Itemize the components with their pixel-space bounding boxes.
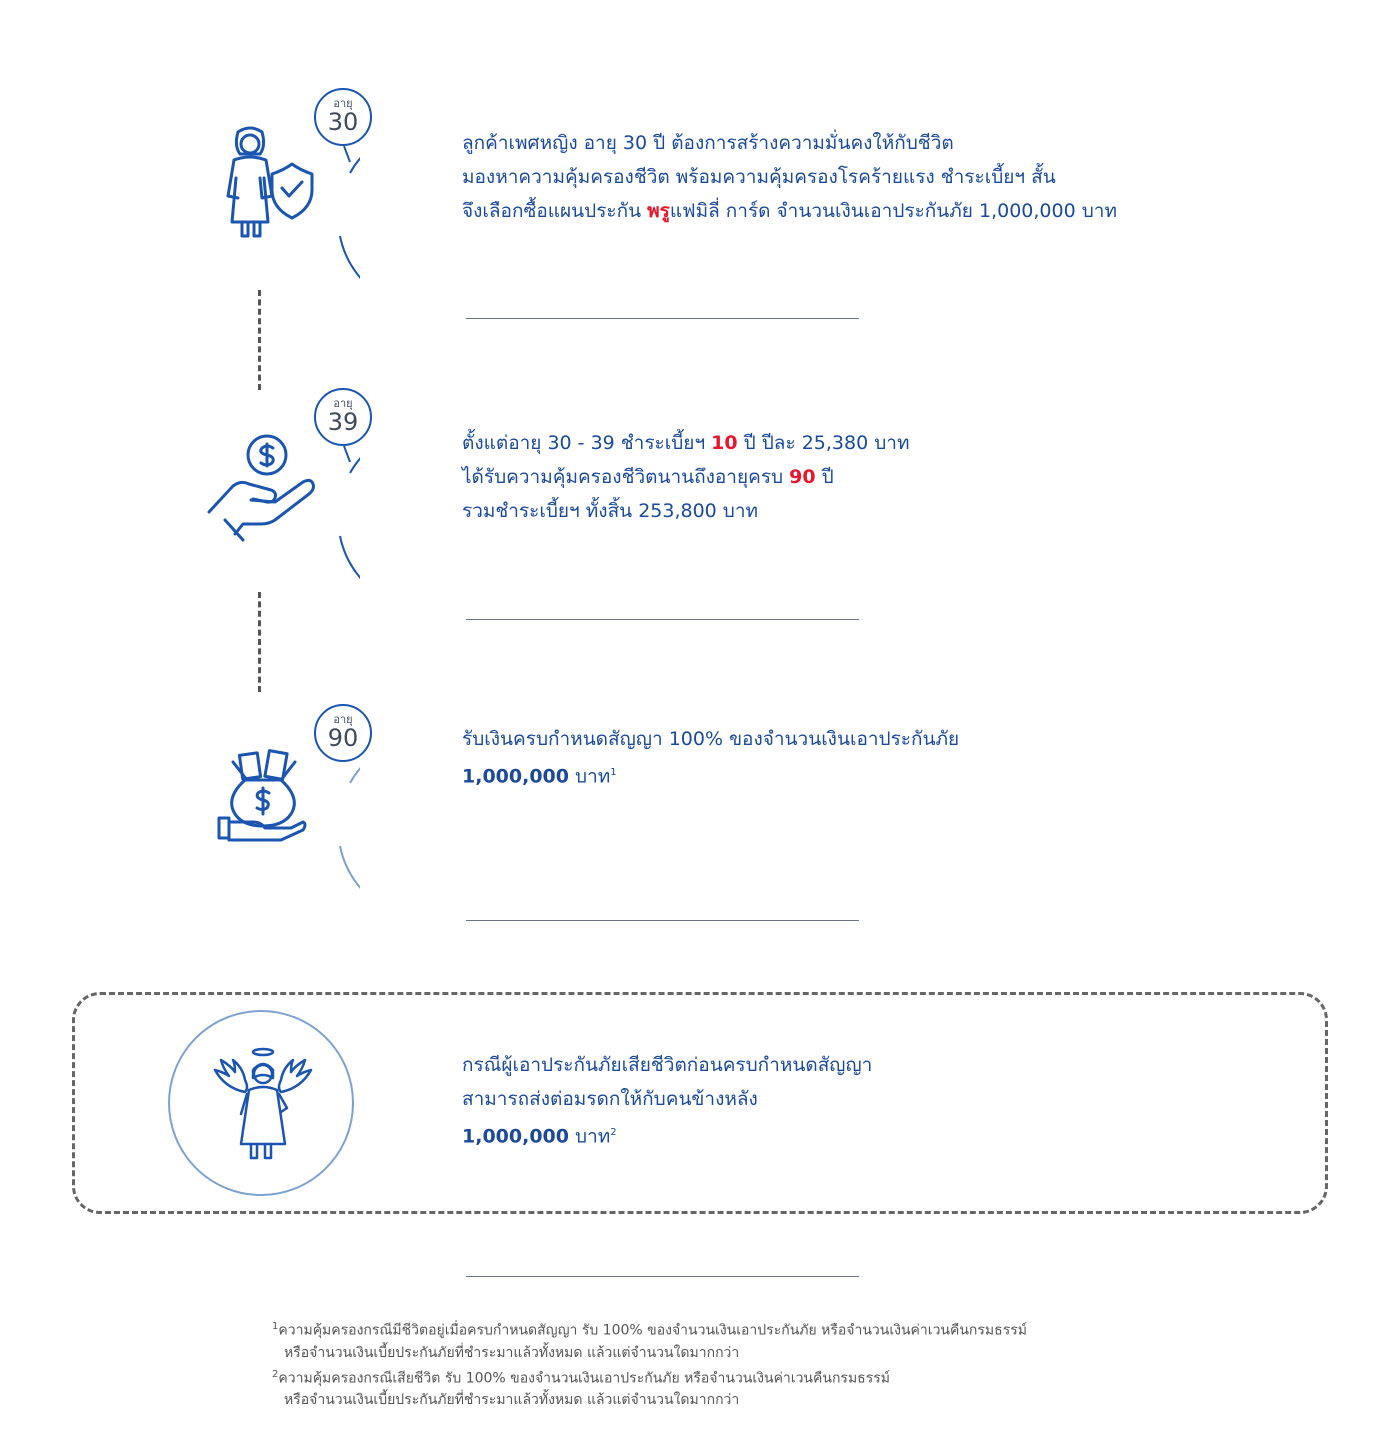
age-badge-label: อายุ	[333, 97, 353, 110]
step2-line3: รวมชำระเบี้ยฯ ทั้งสิ้น 253,800 บาท	[462, 500, 759, 522]
step3-text	[462, 722, 959, 793]
timeline-connector-2	[258, 592, 261, 692]
step2-line1-prefix: ตั้งแต่อายุ 30 - 39 ชำระเบี้ยฯ	[462, 432, 712, 454]
step2-text	[462, 426, 909, 528]
step1-line1: ลูกค้าเพศหญิง อายุ 30 ปี ต้องการสร้างความมั่นคงให้กับชีวิต	[462, 132, 954, 154]
step1-line3	[462, 194, 1117, 228]
divider-3	[466, 920, 859, 921]
footnote-2-line1	[272, 1364, 1027, 1390]
age-badge-label: อายุ	[333, 713, 353, 726]
footnote-1-text: ความคุ้มครองกรณีมีชีวิตอยู่เมื่อครบกำหนดสัญญา รับ 100% ของจำนวนเงินเอาประกันภัย หรือจำนวนเงินค่าเวนคืนกรมธรรม์	[278, 1322, 1027, 1339]
maturity-unit: บาท	[568, 765, 611, 788]
footnote-2-line2: หรือจำนวนเงินเบี้ยประกันภัยที่ชำระมาแล้วทั้งหมด แล้วแต่จำนวนใดมากกว่า	[284, 1392, 740, 1409]
age-badge-value: 39	[327, 408, 359, 436]
pay-years: 10	[711, 432, 738, 454]
hand-coin-icon	[205, 430, 320, 545]
death-unit: บาท	[568, 1125, 611, 1148]
footnote-1-line1	[272, 1316, 1027, 1342]
maturity-amount: 1,000,000	[462, 765, 569, 788]
death-case-line3	[462, 1116, 872, 1153]
footnote-2-mark: 2	[272, 1368, 279, 1380]
angel-icon	[203, 1044, 323, 1164]
death-case-line2: สามารถส่งต่อมรดกให้กับคนข้างหลัง	[462, 1088, 758, 1110]
age-badge-39	[314, 388, 372, 446]
timeline-connector-1	[258, 290, 261, 390]
divider-2	[466, 619, 859, 620]
step2-line2-suffix: ปี	[815, 466, 834, 488]
age-badge-value: 90	[327, 724, 359, 752]
age-badge-90	[314, 704, 372, 762]
age-badge-label: อายุ	[333, 397, 353, 410]
death-amount: 1,000,000	[462, 1125, 569, 1148]
footnote-ref-1: 1	[610, 767, 617, 778]
brand-name: พรู	[647, 200, 670, 222]
step2-line1-suffix: ปี ปีละ 25,380 บาท	[737, 432, 910, 454]
footnote-2-text: ความคุ้มครองกรณีเสียชีวิต รับ 100% ของจำนวนเงินเอาประกันภัย หรือจำนวนเงินค่าเวนคืนกรมธรรม์	[278, 1370, 890, 1387]
footnote-1-line2: หรือจำนวนเงินเบี้ยประกันภัยที่ชำระมาแล้วทั้งหมด แล้วแต่จำนวนใดมากกว่า	[284, 1344, 740, 1361]
death-case-line1: กรณีผู้เอาประกันภัยเสียชีวิตก่อนครบกำหนดสัญญา	[462, 1054, 873, 1076]
step1-text	[462, 126, 1117, 228]
age-badge-30	[314, 88, 372, 146]
footnote-1-mark: 1	[272, 1321, 279, 1332]
age-badge-value: 30	[327, 108, 359, 136]
step1-line3-prefix: จึงเลือกซื้อแผนประกัน	[462, 200, 648, 222]
coverage-age: 90	[789, 466, 816, 488]
step2-line2-prefix: ได้รับความคุ้มครองชีวิตนานถึงอายุครบ	[462, 466, 790, 488]
footnotes	[272, 1316, 1027, 1411]
step3-line1: รับเงินครบกำหนดสัญญา 100% ของจำนวนเงินเอาประกันภัย	[462, 728, 960, 750]
divider-1	[466, 318, 859, 319]
step2-line2	[462, 460, 909, 494]
step3-line2	[462, 756, 959, 793]
step2-line1	[462, 426, 909, 460]
badge-tail	[342, 144, 354, 164]
death-case-text	[462, 1048, 872, 1153]
step1-line3-suffix: แฟมิลี่ การ์ด จำนวนเงินเอาประกันภัย 1,000,000 บาท	[669, 200, 1117, 222]
step1-line2: มองหาความคุ้มครองชีวิต พร้อมความคุ้มครองโรคร้ายแรง ชำระเบี้ยฯ สั้น	[462, 166, 1056, 188]
divider-4	[466, 1276, 859, 1277]
money-bag-hand-icon	[215, 748, 310, 843]
footnote-ref-2: 2	[610, 1127, 617, 1138]
woman-shield-icon	[212, 122, 322, 242]
badge-tail	[342, 444, 354, 464]
